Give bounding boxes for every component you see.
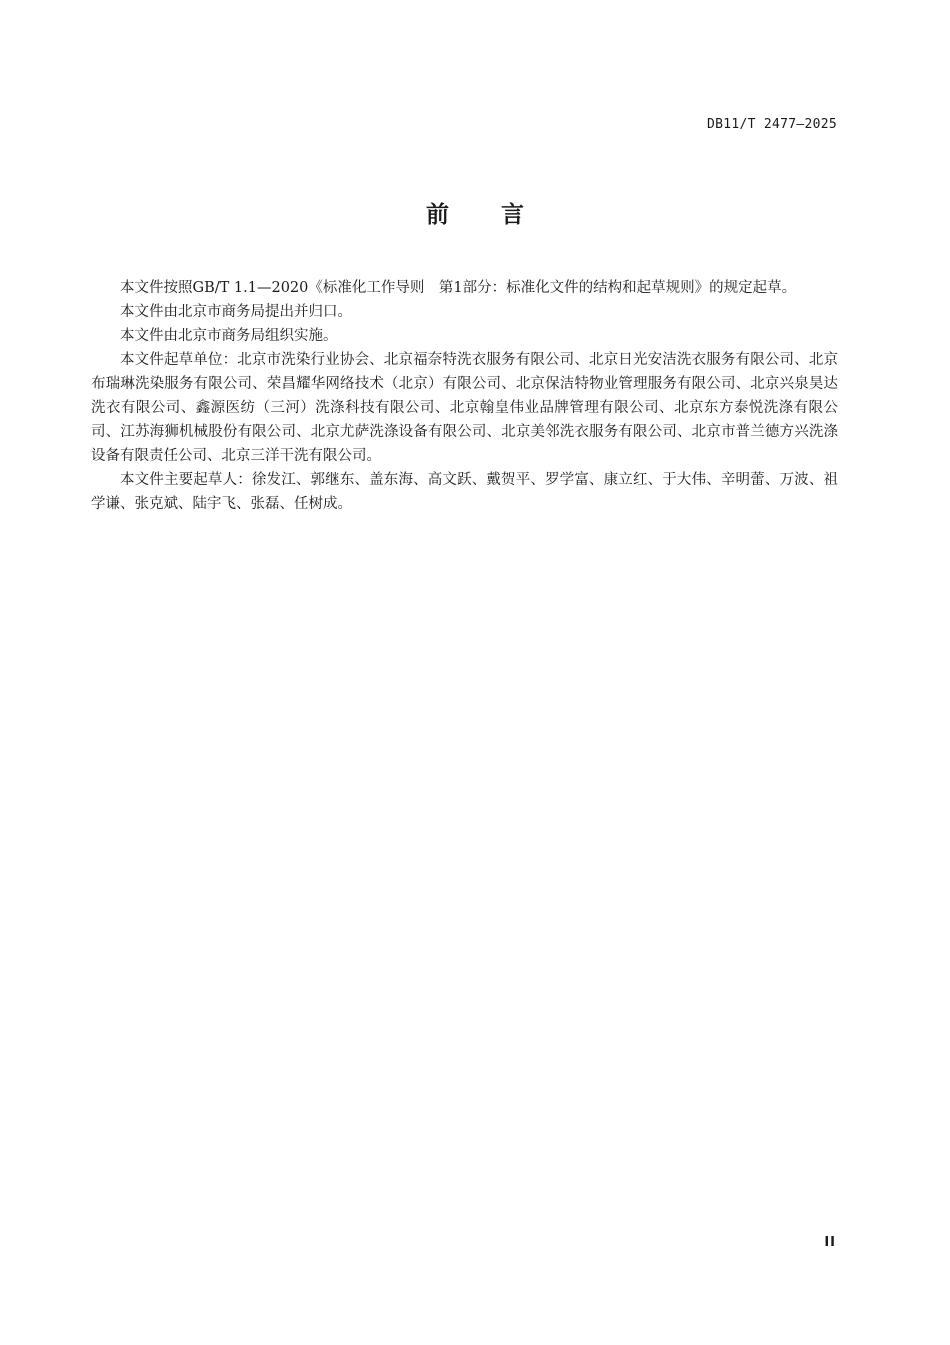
paragraph-implementer: 本文件由北京市商务局组织实施。 [120, 328, 338, 344]
paragraph-drafting-basis: 本文件按照GB/T 1.1—2020《标准化工作导则 第1部分：标准化文件的结构和起草规则》的规定起草。 [120, 280, 797, 296]
document-code: DB11/T 2477—2025 [706, 117, 837, 132]
page-title [0, 196, 950, 229]
paragraph-main-drafters: 本文件主要起草人：徐发江、郭继东、盖东海、高文跃、戴贺平、罗学富、康立红、于大伟、辛明蕾、万波、祖学谦、张克斌、陆宇飞、张磊、任树成。 [91, 472, 838, 512]
page-title-char-2: 言 [501, 202, 524, 228]
page-number: II [824, 1235, 836, 1250]
document-body [91, 276, 838, 516]
paragraph-drafting-units: 本文件起草单位：北京市洗染行业协会、北京福奈特洗衣服务有限公司、北京日光安洁洗衣服务有限公司、北京布瑞琳洗染服务有限公司、荣昌耀华网络技术（北京）有限公司、北京保洁特物业管理服务有限公司、北京兴泉昊达洗衣有限公司、鑫源医纺（三河）洗涤科技有限公司、北京翰皇伟业品牌管理有限公司、北京东方泰悦洗涤有限公司、江苏海狮机械股份有限公司、北京尤萨洗涤设备有限公司、北京美邻洗衣服务有限公司、北京市普兰德方兴洗涤设备有限责任公司、北京三洋干洗有限公司。 [91, 352, 838, 464]
paragraph-proposer: 本文件由北京市商务局提出并归口。 [120, 304, 352, 320]
page-title-char-1: 前 [426, 202, 449, 228]
